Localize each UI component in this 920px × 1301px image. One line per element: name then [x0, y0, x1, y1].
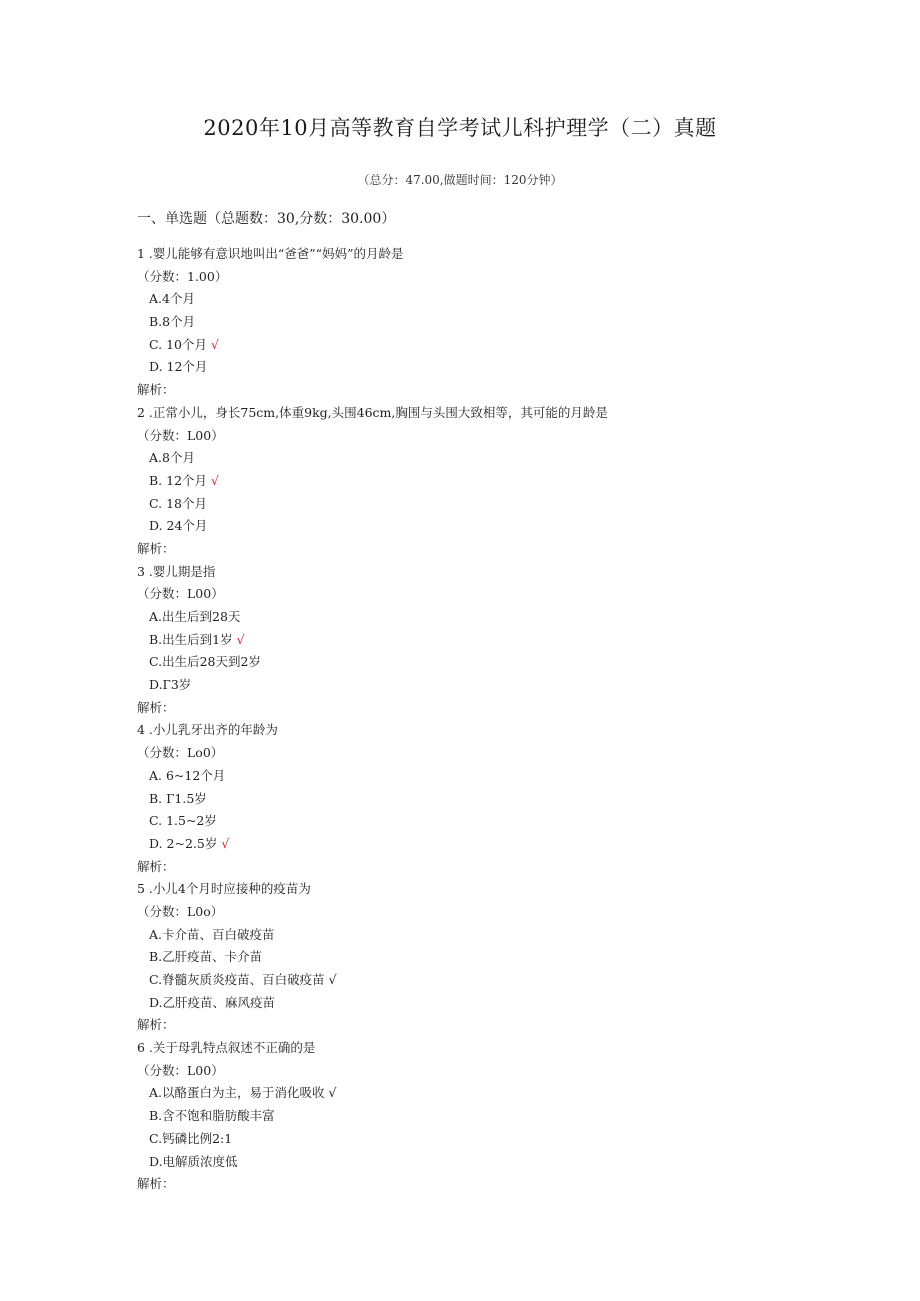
- option-text: A.以酪蛋白为主，易于消化吸收: [149, 1085, 325, 1101]
- answer-option: [137, 288, 837, 311]
- question-list: [137, 243, 837, 1196]
- option-text: D.乙肝疫苗、麻风疫苗: [149, 994, 276, 1010]
- analysis-label: 解析：: [137, 1017, 175, 1033]
- section-heading: 一、单选题（总题数：30,分数：30.00）: [137, 211, 396, 227]
- option-text: B. Г1.5岁: [149, 790, 207, 806]
- answer-option: [137, 1082, 837, 1105]
- answer-option: [137, 515, 837, 538]
- answer-option: [137, 810, 837, 833]
- option-text: C. 1.5~2岁: [149, 813, 217, 829]
- analysis-label: 解析：: [137, 858, 175, 874]
- question-block: [137, 243, 837, 402]
- option-text: B.出生后到1岁: [149, 631, 233, 647]
- option-text: D.Г3岁: [149, 677, 192, 693]
- option-text: A.出生后到28天: [149, 609, 241, 624]
- question-block: [137, 1037, 837, 1196]
- exam-summary: （总分：47.00,做题时间：120分钟）: [357, 173, 563, 187]
- option-text: A.卡介苗、百白破疫苗: [149, 926, 275, 942]
- check-mark-icon: √: [211, 472, 220, 488]
- option-text: C. 18个月: [149, 495, 207, 511]
- answer-option: [137, 629, 837, 652]
- question-score: （分数：Lo0）: [137, 745, 224, 761]
- option-text: C.钙磷比例2:1: [149, 1130, 233, 1146]
- option-text: D. 2~2.5岁: [149, 835, 218, 851]
- option-text: A.8个月: [149, 450, 195, 466]
- answer-option: [137, 1128, 837, 1151]
- question-text: 1 .婴儿能够有意识地叫出“爸爸”“妈妈”的月龄是: [137, 246, 404, 261]
- question-block: [137, 402, 837, 561]
- answer-option: [137, 1105, 837, 1128]
- option-text: B.含不饱和脂肪酸丰富: [149, 1108, 275, 1124]
- check-mark-icon: √: [221, 835, 230, 851]
- check-mark-icon: √: [210, 336, 219, 352]
- question-score: （分数：L00）: [137, 1062, 224, 1078]
- answer-option: [137, 969, 837, 992]
- answer-option: [137, 924, 837, 947]
- analysis-label: 解析：: [137, 382, 175, 398]
- answer-option: [137, 946, 837, 969]
- analysis-label: 解析：: [137, 699, 175, 715]
- option-text: D. 24个月: [149, 518, 208, 534]
- exam-title: 2020年10月高等教育自学考试儿科护理学（二）真题: [203, 116, 717, 140]
- option-text: D.电解质浓度低: [149, 1153, 238, 1169]
- question-score: （分数：L00）: [137, 427, 224, 443]
- answer-option: [137, 470, 837, 493]
- question-text: 4 .小儿乳牙出齐的年龄为: [137, 722, 278, 738]
- answer-option: [137, 674, 837, 697]
- answer-option: [137, 992, 837, 1015]
- option-text: B.8个月: [149, 314, 196, 330]
- answer-option: [137, 833, 837, 856]
- answer-option: [137, 334, 837, 357]
- answer-option: [137, 356, 837, 379]
- question-block: [137, 561, 837, 720]
- question-score: （分数：1.00）: [137, 268, 228, 284]
- answer-option: [137, 765, 837, 788]
- answer-option: [137, 606, 837, 629]
- option-text: A. 6~12个月: [149, 767, 226, 783]
- question-score: （分数：L00）: [137, 586, 224, 602]
- option-text: C.出生后28天到2岁: [149, 654, 261, 670]
- question-text: 5 .小儿4个月时应接种的疫苗为: [137, 881, 311, 897]
- answer-option: [137, 1151, 837, 1174]
- analysis-label: 解析：: [137, 540, 175, 556]
- question-text: 2 .正常小儿，身长75cm,体重9kg,头围46cm,胸围与头围大致相等，其可能的月龄是: [137, 404, 608, 420]
- analysis-label: 解析：: [137, 1176, 175, 1192]
- option-text: D. 12个月: [149, 359, 208, 375]
- question-score: （分数：L0o）: [137, 903, 224, 919]
- question-text: 3 .婴儿期是指: [137, 563, 216, 579]
- check-mark-icon: √: [328, 972, 337, 987]
- answer-option: [137, 311, 837, 334]
- question-block: [137, 719, 837, 878]
- answer-option: [137, 493, 837, 516]
- option-text: B.乙肝疫苗、卡介苗: [149, 949, 263, 965]
- check-mark-icon: √: [236, 631, 245, 647]
- question-text: 6 .关于母乳特点叙述不正确的是: [137, 1040, 316, 1056]
- answer-option: [137, 651, 837, 674]
- option-text: C. 10个月: [149, 336, 207, 352]
- option-text: C.脊髓灰质炎疫苗、百白破疫苗: [149, 972, 325, 987]
- check-mark-icon: √: [328, 1085, 337, 1101]
- answer-option: [137, 788, 837, 811]
- question-block: [137, 878, 837, 1037]
- option-text: A.4个月: [149, 291, 195, 307]
- option-text: B. 12个月: [149, 472, 208, 488]
- answer-option: [137, 447, 837, 470]
